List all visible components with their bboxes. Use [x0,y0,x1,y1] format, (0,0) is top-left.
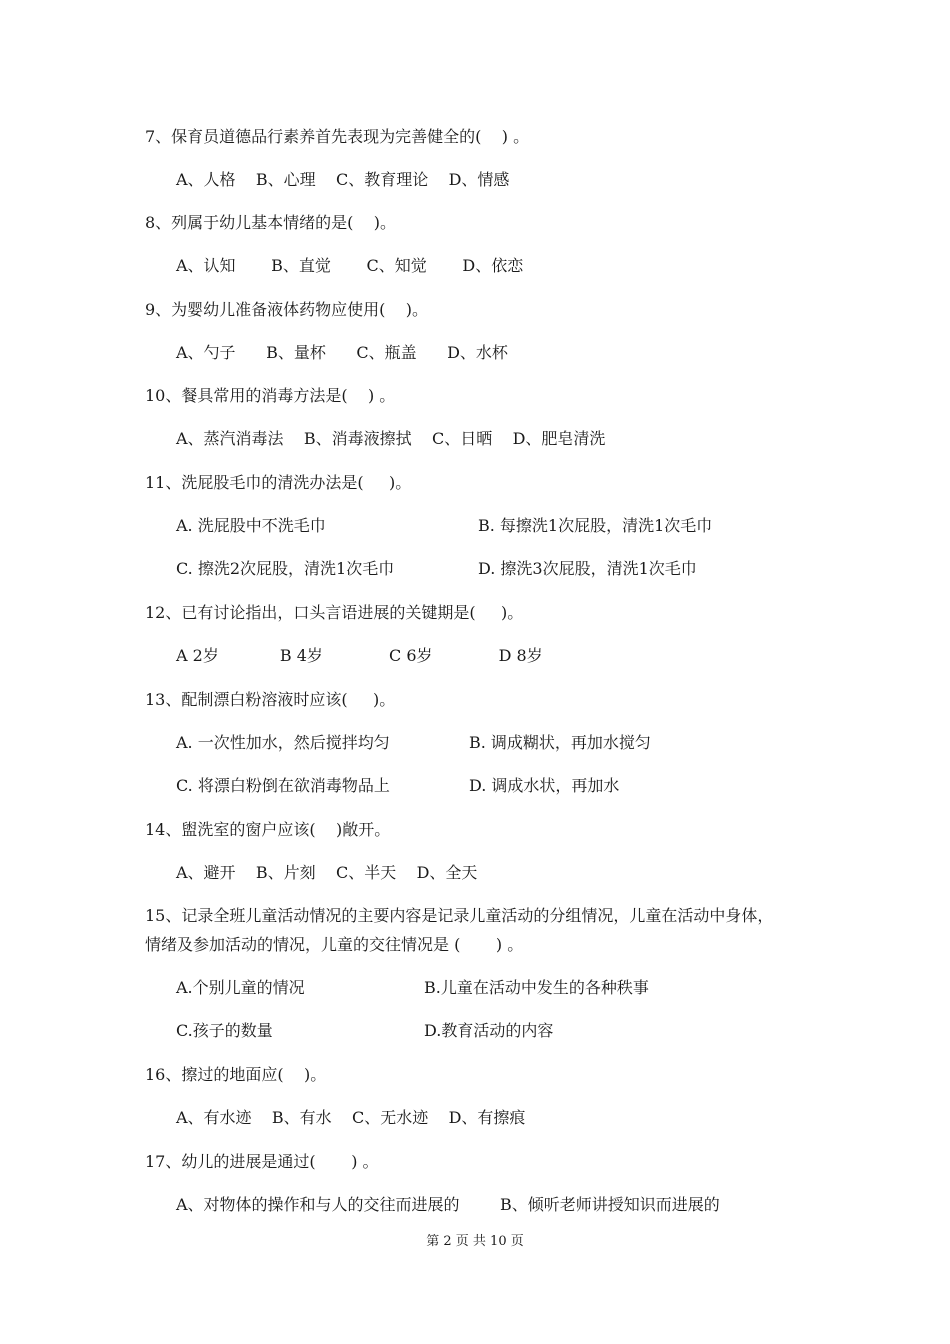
option-15-d: D.教育活动的内容 [424,1021,554,1040]
option-11-b: B. 每擦洗1次屁股，清洗1次毛巾 [478,516,713,535]
question-8: 8、列属于幼儿基本情绪的是( )。 [145,213,397,232]
question-9: 9、为婴幼儿准备液体药物应使用( )。 [145,300,429,319]
question-17: 17、幼儿的进展是通过( ) 。 [145,1152,379,1171]
question-15-cont: 情绪及参加活动的情况，儿童的交往情况是 ( ) 。 [145,935,524,954]
question-15: 15、记录全班儿童活动情况的主要内容是记录儿童活动的分组情况，儿童在活动中身体， [145,906,774,925]
question-12: 12、已有讨论指出，口头言语进展的关键期是( )。 [145,603,524,622]
question-10: 10、餐具常用的消毒方法是( ) 。 [145,386,396,405]
options-9: A、勺子 B、量杯 C、瓶盖 D、水杯 [176,343,508,362]
option-13-c: C. 将漂白粉倒在欲消毒物品上 [176,776,390,795]
options-10: A、蒸汽消毒法 B、消毒液擦拭 C、日晒 D、肥皂清洗 [176,429,606,448]
option-17-b: B、倾听老师讲授知识而进展的 [500,1195,720,1214]
options-8: A、认知 B、直觉 C、知觉 D、依恋 [176,256,524,275]
question-13: 13、配制漂白粉溶液时应该( )。 [145,690,396,709]
option-11-a: A. 洗屁股中不洗毛巾 [176,516,326,535]
question-14: 14、盥洗室的窗户应该( )敞开。 [145,820,391,839]
option-15-a: A.个别儿童的情况 [176,978,305,997]
option-13-d: D. 调成水状，再加水 [469,776,620,795]
question-16: 16、擦过的地面应( )。 [145,1065,327,1084]
option-13-b: B. 调成糊状，再加水搅匀 [469,733,651,752]
option-15-c: C.孩子的数量 [176,1021,273,1040]
option-15-b: B.儿童在活动中发生的各种秩事 [424,978,649,997]
option-11-c: C. 擦洗2次屁股，清洗1次毛巾 [176,559,395,578]
question-7: 7、保育员道德品行素养首先表现为完善健全的( ) 。 [145,127,530,146]
question-11: 11、洗屁股毛巾的清洗办法是( )。 [145,473,412,492]
options-14: A、避开 B、片刻 C、半天 D、全天 [176,863,478,882]
options-7: A、人格 B、心理 C、教育理论 D、情感 [176,170,510,189]
option-11-d: D. 擦洗3次屁股，清洗1次毛巾 [478,559,697,578]
option-17-a: A、对物体的操作和与人的交往而进展的 [176,1195,460,1214]
options-16: A、有水迹 B、有水 C、无水迹 D、有擦痕 [176,1108,526,1127]
options-12: A 2岁 B 4岁 C 6岁 D 8岁 [176,646,543,665]
option-13-a: A. 一次性加水，然后搅拌均匀 [176,733,390,752]
page-footer: 第 2 页 共 10 页 [426,1234,524,1249]
